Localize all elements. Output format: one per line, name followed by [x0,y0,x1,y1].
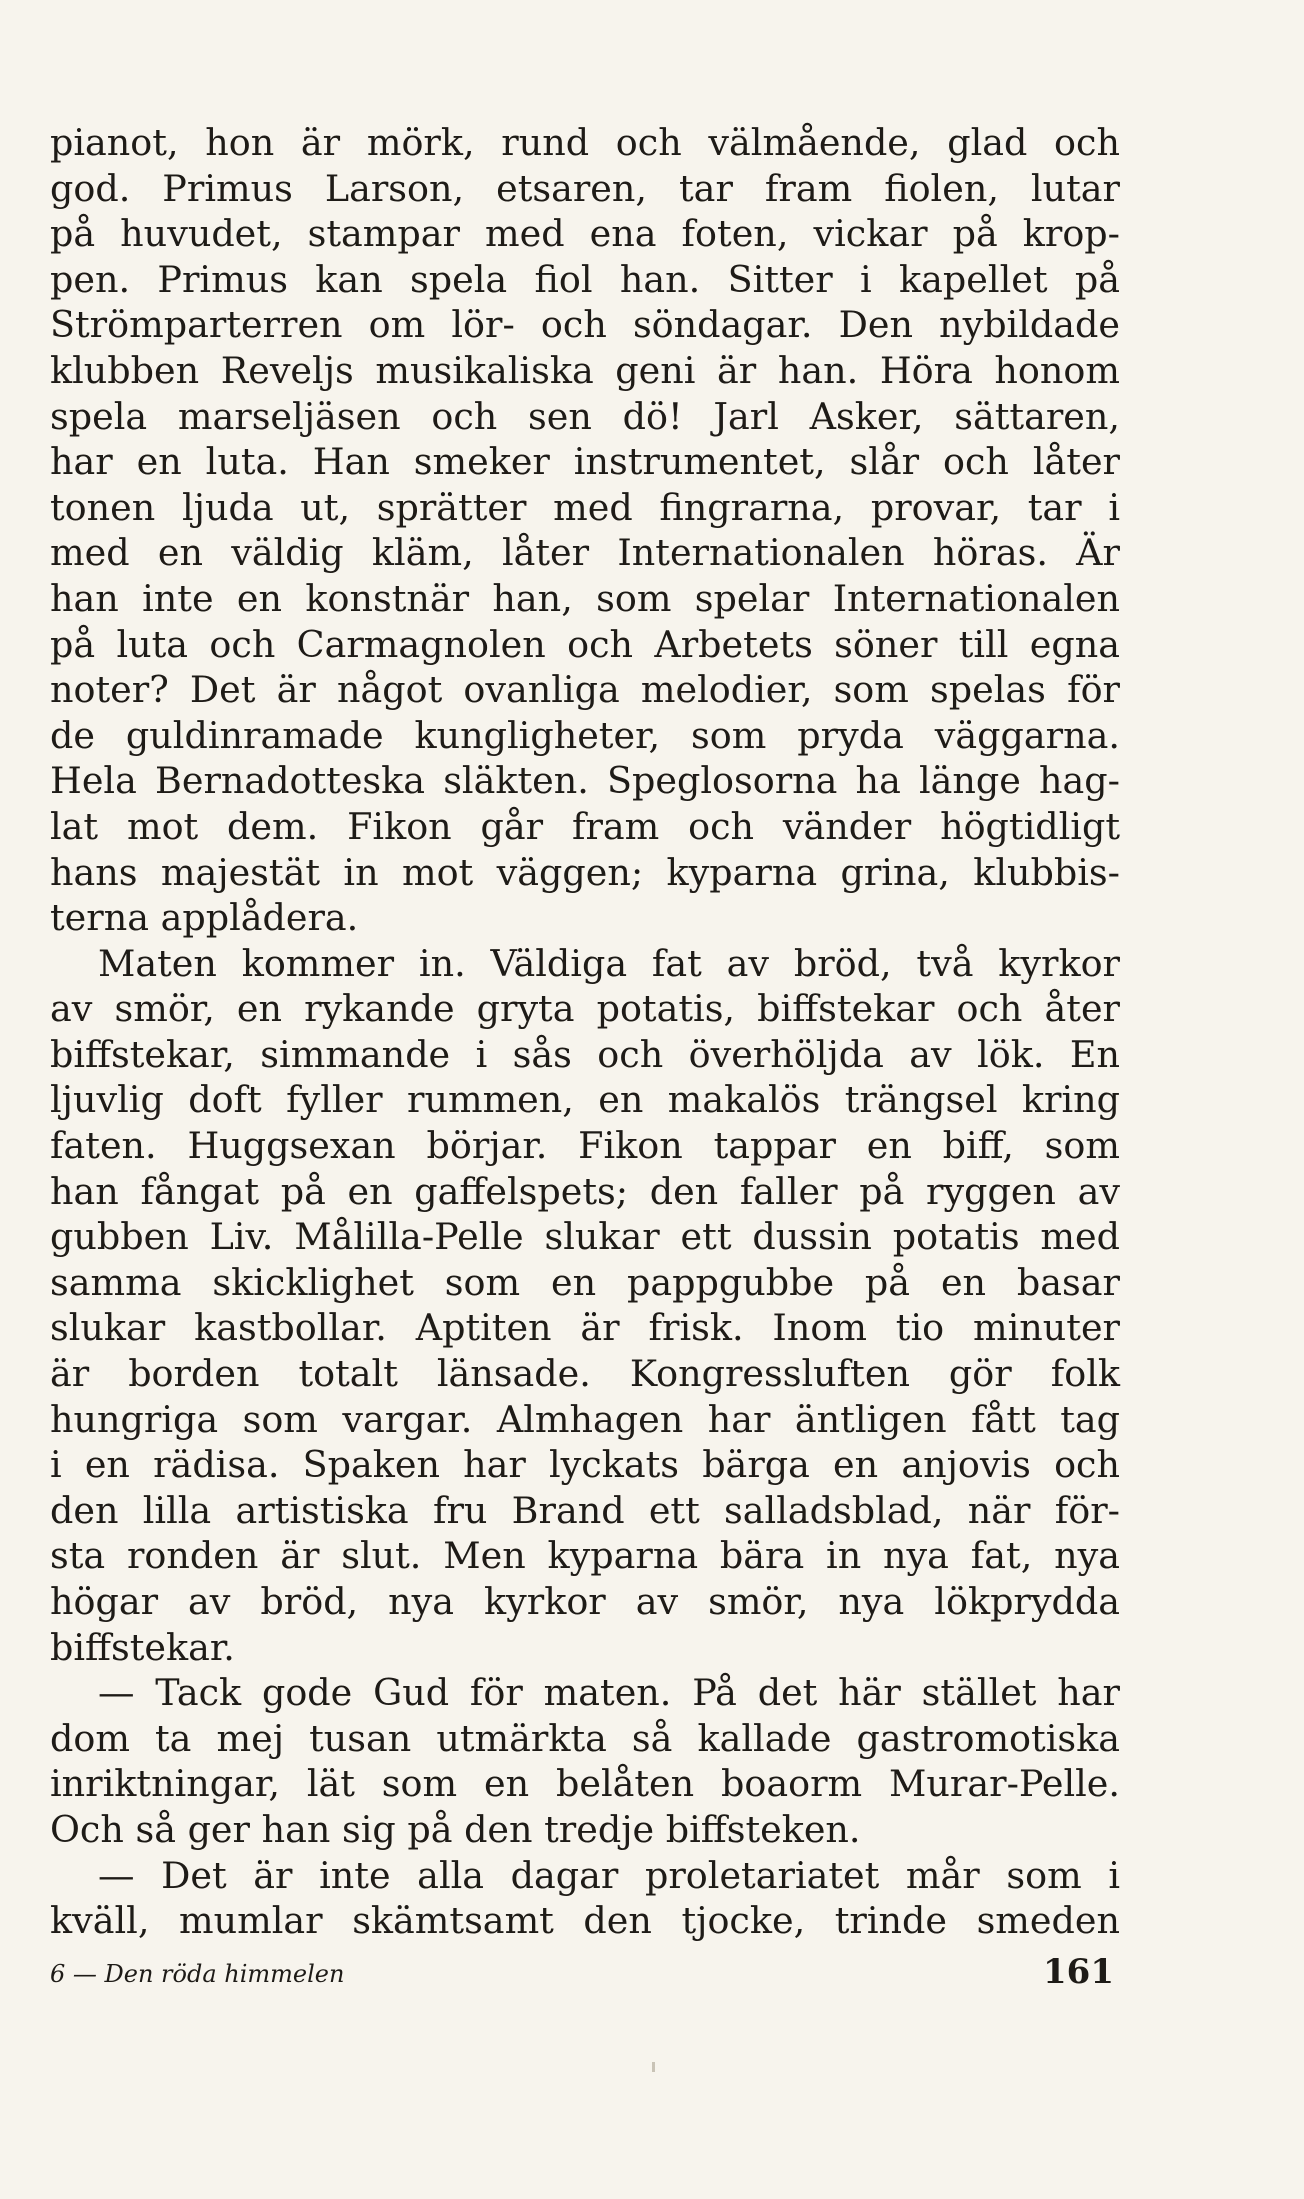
text-line: noter? Det är något ovanliga melodier, som spelas för [50,668,1120,712]
text-line: pen. Primus kan spela fiol han. Sitter i kapellet på [50,257,1120,301]
text-line: i en rädisa. Spaken har lyckats bärga en anjovis och [50,1443,1120,1487]
text-line: är borden totalt länsade. Kongressluften gör folk [50,1352,1120,1396]
text-line: dom ta mej tusan utmärkta så kallade gastromotiska [50,1716,1120,1760]
text-line: han fångat på en gaffelspets; den faller på ryggen av [50,1169,1120,1213]
text-line: faten. Huggsexan börjar. Fikon tappar en biff, som [50,1124,1120,1168]
text-line: pianot, hon är mörk, rund och välmående, glad och [50,121,1120,164]
text-line: på huvudet, stampar med ena foten, vickar på krop- [50,212,1120,256]
text-line: hungriga som vargar. Almhagen har äntligen fått tag [50,1397,1120,1441]
text-line: hans majestät in mot väggen; kyparna grina, klubbis- [50,850,1120,894]
text-line: tonen ljuda ut, sprätter med fingrarna, provar, tar i [50,485,1120,529]
page-number: 161 [1043,1952,1114,1992]
text-line: spela marseljäsen och sen dö! Jarl Asker, sättaren, [50,394,1120,438]
text-line: Hela Bernadotteska släkten. Speglosorna ha länge hag- [50,759,1120,803]
text-line: gubben Liv. Målilla-Pelle slukar ett dussin potatis med [50,1215,1120,1259]
text-line: sta ronden är slut. Men kyparna bära in nya fat, nya [50,1534,1120,1578]
text-line: — Det är inte alla dagar proletariatet mår som i [98,1853,1120,1897]
text-line: samma skicklighet som en pappgubbe på en basar [50,1260,1120,1304]
text-line: på luta och Carmagnolen och Arbetets söner till egna [50,622,1120,666]
text-line: lat mot dem. Fikon går fram och vänder högtidligt [50,804,1120,848]
text-line: slukar kastbollar. Aptiten är frisk. Inom tio minuter [50,1306,1120,1350]
text-line: de guldinramade kungligheter, som pryda väggarna. [50,713,1120,757]
text-line: god. Primus Larson, etsaren, tar fram fiolen, lutar [50,166,1120,210]
text-line: Och så ger han sig på den tredje biffsteken. [50,1807,861,1851]
text-line: — Tack gode Gud för maten. På det här stället har [98,1671,1120,1715]
text-line: den lilla artistiska fru Brand ett salladsblad, när för- [50,1488,1120,1532]
body-text [50,120,1120,1944]
text-line: klubben Reveljs musikaliska geni är han. Höra honom [50,348,1120,392]
text-line: Maten kommer in. Väldiga fat av bröd, två kyrkor [98,941,1120,985]
text-line: biffstekar, simmande i sås och överhöljda av lök. En [50,1032,1120,1076]
printer-signature: 6 — Den röda himmelen [50,1960,345,1988]
page-footer [50,1952,1120,2012]
text-line: med en väldig kläm, låter Internationalen höras. Är [50,531,1120,575]
text-line: inriktningar, lät som en belåten boaorm Murar-Pelle. [50,1762,1120,1806]
text-line: av smör, en rykande gryta potatis, biffstekar och åter [50,987,1120,1031]
text-line: biffstekar. [50,1625,235,1669]
text-line: högar av bröd, nya kyrkor av smör, nya lökprydda [50,1580,1120,1623]
text-line: han inte en konstnär han, som spelar Internationalen [50,576,1120,620]
paper-speck [652,2062,655,2072]
text-line: Strömparterren om lör- och söndagar. Den nybildade [50,303,1120,347]
text-line: har en luta. Han smeker instrumentet, slår och låter [50,440,1120,484]
text-line: terna applådera. [50,896,359,940]
text-line: kväll, mumlar skämtsamt den tjocke, trinde smeden [50,1899,1120,1943]
text-line: ljuvlig doft fyller rummen, en makalös trängsel kring [50,1078,1120,1122]
